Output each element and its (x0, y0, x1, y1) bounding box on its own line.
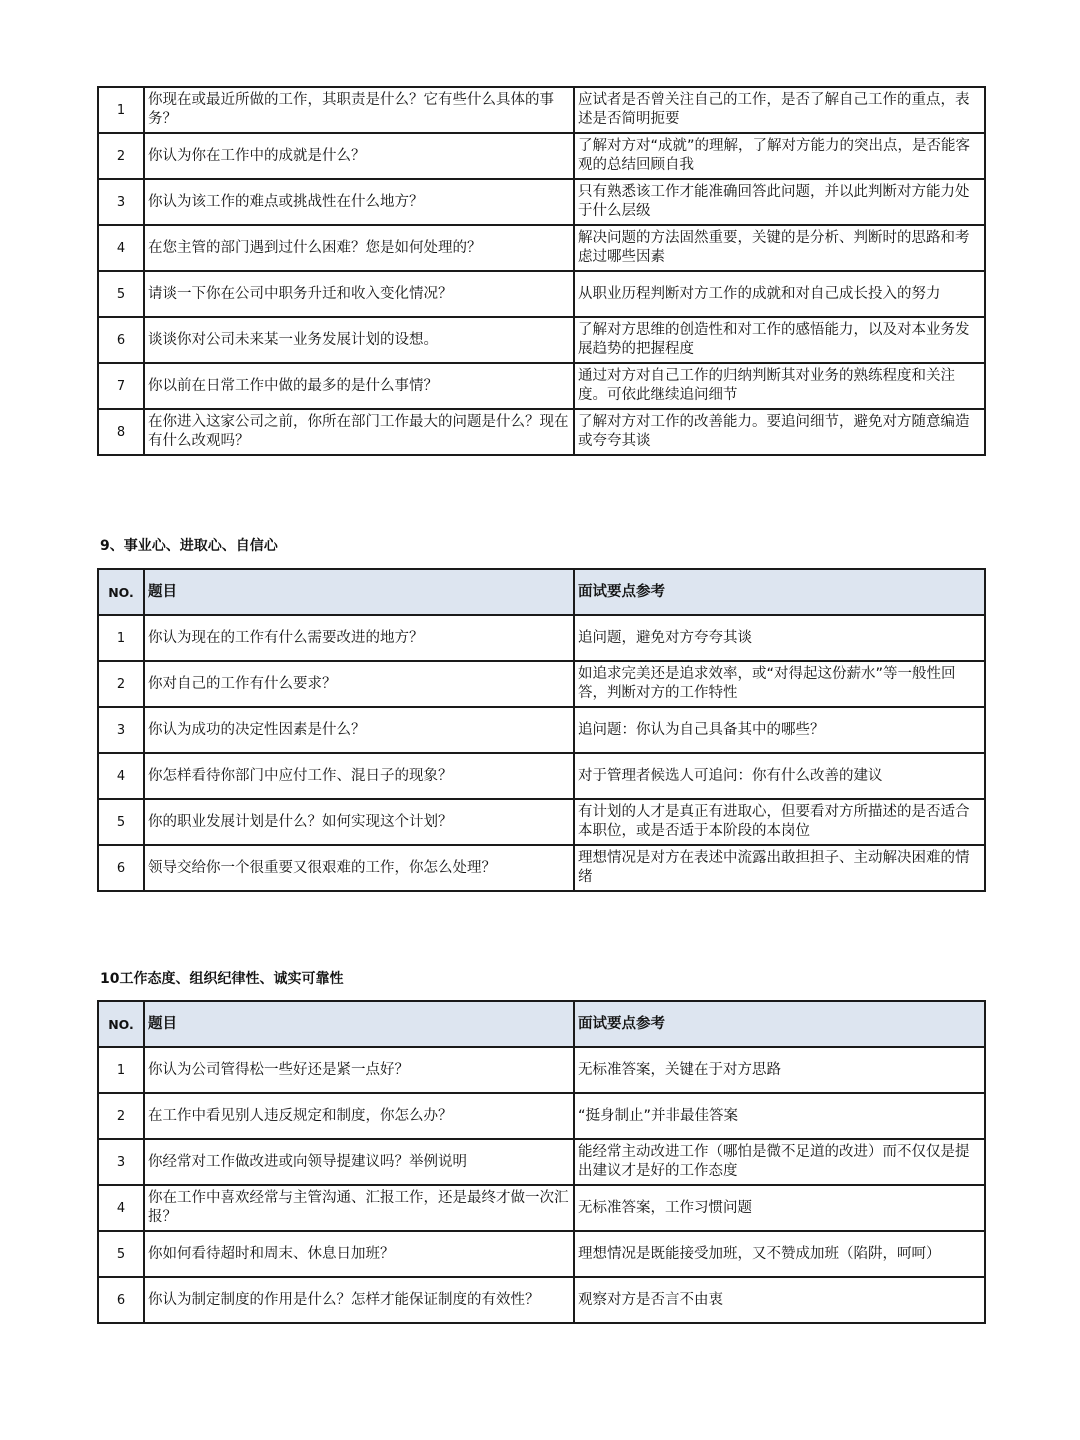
table-row (98, 271, 985, 317)
row-number: 2 (98, 1093, 144, 1139)
table-row (98, 615, 985, 661)
row-number: 4 (98, 225, 144, 271)
question-cell: 你经常对工作做改进或向领导提建议吗？举例说明 (144, 1139, 574, 1185)
row-number: 4 (98, 753, 144, 799)
reference-cell: 理想情况是对方在表述中流露出敢担担子、主动解决困难的情绪 (574, 845, 985, 891)
question-cell: 在您主管的部门遇到过什么困难？您是如何处理的？ (144, 225, 574, 271)
reference-cell: 了解对方对工作的改善能力。要追问细节，避免对方随意编造或夸夸其谈 (574, 409, 985, 455)
table-row (98, 845, 985, 891)
row-number: 1 (98, 87, 144, 133)
table-row (98, 363, 985, 409)
reference-cell: 了解对方对“成就”的理解，了解对方能力的突出点，是否能客观的总结回顾自我 (574, 133, 985, 179)
table-row (98, 409, 985, 455)
row-number: 3 (98, 1139, 144, 1185)
question-cell: 在你进入这家公司之前，你所在部门工作最大的问题是什么？现在有什么改观吗？ (144, 409, 574, 455)
table-row (98, 1047, 985, 1093)
table-row (98, 661, 985, 707)
row-number: 2 (98, 133, 144, 179)
row-number: 3 (98, 179, 144, 225)
header-no: NO. (98, 1001, 144, 1047)
table-row (98, 133, 985, 179)
reference-cell: 有计划的人才是真正有进取心，但要看对方所描述的是否适合本职位，或是否适于本阶段的本岗位 (574, 799, 985, 845)
row-number: 2 (98, 661, 144, 707)
row-number: 5 (98, 271, 144, 317)
table-header-row (98, 569, 985, 615)
question-cell: 你怎样看待你部门中应付工作、混日子的现象？ (144, 753, 574, 799)
reference-cell: 对于管理者候选人可追问：你有什么改善的建议 (574, 753, 985, 799)
question-cell: 你如何看待超时和周末、休息日加班？ (144, 1231, 574, 1277)
table-row (98, 179, 985, 225)
question-cell: 你的职业发展计划是什么？如何实现这个计划？ (144, 799, 574, 845)
table-row (98, 707, 985, 753)
row-number: 8 (98, 409, 144, 455)
header-reference: 面试要点参考 (574, 569, 985, 615)
question-cell: 你对自己的工作有什么要求？ (144, 661, 574, 707)
section-10-title: 10工作态度、组织纪律性、诚实可靠性 (100, 971, 344, 987)
table-row (98, 1093, 985, 1139)
header-reference: 面试要点参考 (574, 1001, 985, 1047)
row-number: 3 (98, 707, 144, 753)
table-row (98, 799, 985, 845)
table-row (98, 317, 985, 363)
question-cell: 谈谈你对公司未来某一业务发展计划的设想。 (144, 317, 574, 363)
question-cell: 在工作中看见别人违反规定和制度，你怎么办？ (144, 1093, 574, 1139)
reference-cell: 通过对方对自己工作的归纳判断其对业务的熟练程度和关注度。可依此继续追问细节 (574, 363, 985, 409)
reference-cell: 应试者是否曾关注自己的工作，是否了解自己工作的重点，表述是否简明扼要 (574, 87, 985, 133)
question-cell: 请谈一下你在公司中职务升迁和收入变化情况？ (144, 271, 574, 317)
question-cell: 你认为现在的工作有什么需要改进的地方？ (144, 615, 574, 661)
section-9-table (97, 568, 986, 892)
reference-cell: 能经常主动改进工作（哪怕是微不足道的改进）而不仅仅是提出建议才是好的工作态度 (574, 1139, 985, 1185)
reference-cell: 追问题，避免对方夸夸其谈 (574, 615, 985, 661)
row-number: 6 (98, 1277, 144, 1323)
reference-cell: 无标准答案，关键在于对方思路 (574, 1047, 985, 1093)
question-cell: 你在工作中喜欢经常与主管沟通、汇报工作，还是最终才做一次汇报？ (144, 1185, 574, 1231)
reference-cell: 追问题：你认为自己具备其中的哪些？ (574, 707, 985, 753)
header-no: NO. (98, 569, 144, 615)
row-number: 6 (98, 845, 144, 891)
row-number: 1 (98, 1047, 144, 1093)
row-number: 5 (98, 1231, 144, 1277)
question-cell: 你认为公司管得松一些好还是紧一点好？ (144, 1047, 574, 1093)
question-cell: 你现在或最近所做的工作，其职责是什么？它有些什么具体的事务？ (144, 87, 574, 133)
interview-table-continued (97, 86, 986, 456)
reference-cell: 从职业历程判断对方工作的成就和对自己成长投入的努力 (574, 271, 985, 317)
reference-cell: 解决问题的方法固然重要，关键的是分析、判断时的思路和考虑过哪些因素 (574, 225, 985, 271)
question-cell: 你认为成功的决定性因素是什么？ (144, 707, 574, 753)
table-row (98, 225, 985, 271)
section-10-table (97, 1000, 986, 1324)
row-number: 5 (98, 799, 144, 845)
table-row (98, 87, 985, 133)
question-cell: 领导交给你一个很重要又很艰难的工作，你怎么处理？ (144, 845, 574, 891)
reference-cell: 理想情况是既能接受加班，又不赞成加班（陷阱，呵呵） (574, 1231, 985, 1277)
table-row (98, 1231, 985, 1277)
reference-cell: 了解对方思维的创造性和对工作的感悟能力，以及对本业务发展趋势的把握程度 (574, 317, 985, 363)
row-number: 1 (98, 615, 144, 661)
header-question: 题目 (144, 569, 574, 615)
row-number: 4 (98, 1185, 144, 1231)
table-row (98, 1139, 985, 1185)
reference-cell: “挺身制止”并非最佳答案 (574, 1093, 985, 1139)
reference-cell: 观察对方是否言不由衷 (574, 1277, 985, 1323)
question-cell: 你认为该工作的难点或挑战性在什么地方？ (144, 179, 574, 225)
row-number: 7 (98, 363, 144, 409)
table-row (98, 1185, 985, 1231)
question-cell: 你认为你在工作中的成就是什么？ (144, 133, 574, 179)
table-row (98, 753, 985, 799)
table-row (98, 1277, 985, 1323)
reference-cell: 无标准答案，工作习惯问题 (574, 1185, 985, 1231)
question-cell: 你以前在日常工作中做的最多的是什么事情？ (144, 363, 574, 409)
table-header-row (98, 1001, 985, 1047)
section-9-title: 9、事业心、进取心、自信心 (100, 538, 278, 554)
row-number: 6 (98, 317, 144, 363)
reference-cell: 只有熟悉该工作才能准确回答此问题，并以此判断对方能力处于什么层级 (574, 179, 985, 225)
question-cell: 你认为制定制度的作用是什么？怎样才能保证制度的有效性？ (144, 1277, 574, 1323)
reference-cell: 如追求完美还是追求效率，或“对得起这份薪水”等一般性回答，判断对方的工作特性 (574, 661, 985, 707)
header-question: 题目 (144, 1001, 574, 1047)
